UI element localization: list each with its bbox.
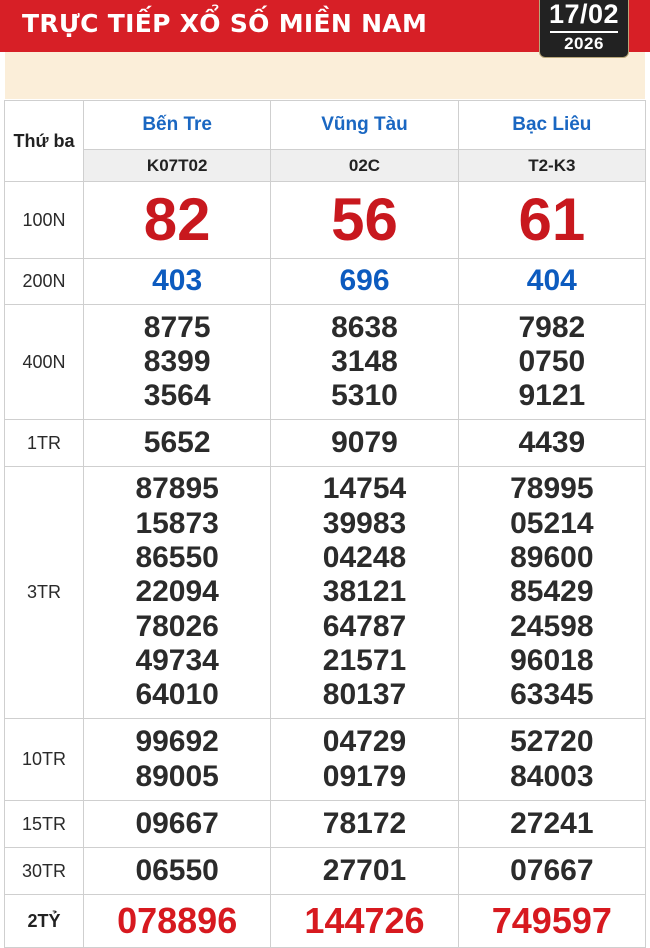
prize-result-cell [271, 801, 458, 848]
winning-number: 09667 [135, 806, 219, 840]
winning-number: 8638 [331, 310, 398, 344]
prize-result-cell [458, 259, 645, 305]
prize-result-cell [458, 801, 645, 848]
winning-number: 78026 [135, 609, 219, 643]
winning-number: 78172 [322, 806, 407, 840]
winning-number: 21571 [322, 643, 407, 677]
province-name[interactable]: Vũng Tàu [271, 101, 458, 150]
prize-result-cell [271, 259, 458, 305]
prize-label: 3TR [5, 467, 84, 719]
prize-row [5, 719, 646, 801]
prize-result-cell [271, 895, 458, 948]
winning-number: 86550 [135, 541, 219, 575]
prize-result-cell [458, 420, 645, 467]
winning-number: 39983 [322, 506, 407, 540]
prize-label: 2TỶ [5, 895, 84, 948]
prize-row [5, 895, 646, 948]
prize-row [5, 182, 646, 259]
winning-number: 56 [331, 186, 398, 253]
prize-label: 100N [5, 182, 84, 259]
winning-number: 404 [526, 264, 577, 298]
weekday-label: Thứ ba [5, 101, 84, 182]
date-year: 2026 [564, 34, 604, 53]
winning-number: 3148 [331, 344, 398, 378]
prize-result-cell [84, 848, 271, 895]
winning-number: 749597 [491, 899, 612, 941]
prize-result-cell [84, 895, 271, 948]
prize-label: 400N [5, 305, 84, 420]
winning-number: 3564 [143, 379, 211, 413]
info-banner [5, 52, 645, 99]
winning-number: 144726 [304, 899, 425, 941]
prize-result-cell [271, 420, 458, 467]
prize-result-cell [271, 182, 458, 259]
prize-result-cell [84, 801, 271, 848]
winning-number: 89600 [510, 541, 594, 575]
prize-result-cell [84, 719, 271, 801]
winning-number: 38121 [322, 575, 407, 609]
ticket-code: 02C [271, 150, 458, 182]
winning-number: 05214 [510, 506, 594, 540]
prize-label: 200N [5, 259, 84, 305]
prize-row [5, 467, 646, 719]
ticket-code: K07T02 [84, 150, 271, 182]
prize-result-cell [271, 719, 458, 801]
province-name[interactable]: Bến Tre [84, 101, 271, 150]
prize-label: 10TR [5, 719, 84, 801]
winning-number: 82 [143, 186, 211, 253]
results-table [4, 100, 646, 948]
winning-number: 84003 [510, 759, 594, 793]
winning-number: 8775 [143, 310, 211, 344]
winning-number: 8399 [143, 344, 211, 378]
winning-number: 403 [152, 264, 203, 298]
winning-number: 64787 [322, 609, 407, 643]
winning-number: 87895 [135, 472, 219, 506]
prize-result-cell [458, 848, 645, 895]
prize-result-cell [458, 895, 645, 948]
prize-result-cell [84, 467, 271, 719]
prize-row [5, 801, 646, 848]
winning-number: 078896 [117, 899, 238, 941]
winning-number: 99692 [135, 725, 219, 759]
winning-number: 61 [518, 186, 586, 253]
province-name[interactable]: Bạc Liêu [458, 101, 645, 150]
winning-number: 24598 [510, 609, 594, 643]
winning-number: 06550 [135, 853, 219, 887]
date-divider [550, 31, 618, 33]
winning-number: 27701 [322, 853, 407, 887]
winning-number: 07667 [510, 853, 594, 887]
prize-label: 15TR [5, 801, 84, 848]
winning-number: 49734 [135, 643, 219, 677]
prize-result-cell [271, 848, 458, 895]
winning-number: 80137 [322, 678, 407, 712]
prize-result-cell [458, 305, 645, 420]
winning-number: 27241 [510, 806, 594, 840]
prize-row [5, 420, 646, 467]
winning-number: 89005 [135, 759, 219, 793]
prize-row [5, 259, 646, 305]
winning-number: 15873 [135, 506, 219, 540]
winning-number: 14754 [322, 472, 407, 506]
prize-result-cell [84, 182, 271, 259]
page-title: TRỰC TIẾP XỔ SỐ MIỀN NAM [22, 9, 428, 38]
prize-result-cell [84, 305, 271, 420]
ticket-code: T2-K3 [458, 150, 645, 182]
prize-result-cell [458, 467, 645, 719]
winning-number: 0750 [518, 344, 586, 378]
prize-result-cell [84, 259, 271, 305]
winning-number: 04248 [322, 541, 407, 575]
winning-number: 5652 [143, 425, 211, 459]
winning-number: 85429 [510, 575, 594, 609]
winning-number: 64010 [135, 678, 219, 712]
winning-number: 696 [339, 264, 390, 298]
winning-number: 04729 [322, 725, 407, 759]
winning-number: 63345 [510, 678, 594, 712]
prize-row [5, 848, 646, 895]
winning-number: 7982 [518, 310, 586, 344]
prize-result-cell [271, 305, 458, 420]
date-day: 17/02 [548, 0, 620, 29]
winning-number: 52720 [510, 725, 594, 759]
prize-result-cell [271, 467, 458, 719]
page-header [0, 0, 650, 52]
winning-number: 5310 [331, 379, 398, 413]
winning-number: 78995 [510, 472, 594, 506]
winning-number: 96018 [510, 643, 594, 677]
prize-result-cell [458, 182, 645, 259]
winning-number: 4439 [518, 425, 586, 459]
prize-label: 1TR [5, 420, 84, 467]
date-badge [539, 0, 629, 58]
prize-result-cell [84, 420, 271, 467]
winning-number: 9079 [331, 425, 398, 459]
prize-label: 30TR [5, 848, 84, 895]
prize-row [5, 305, 646, 420]
winning-number: 9121 [518, 379, 586, 413]
winning-number: 22094 [135, 575, 219, 609]
winning-number: 09179 [322, 759, 407, 793]
prize-result-cell [458, 719, 645, 801]
